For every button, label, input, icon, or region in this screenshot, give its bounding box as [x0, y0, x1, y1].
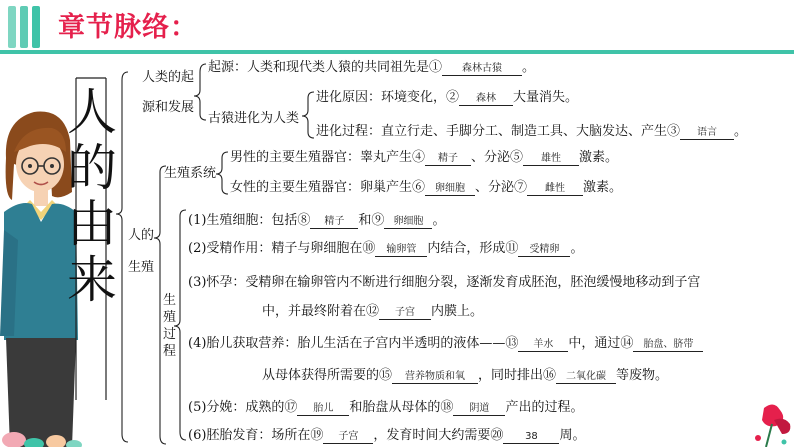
text: 。 [522, 60, 536, 75]
text: 起源：人类和现代类人猿的共同祖先是① [208, 60, 443, 75]
text-line-male [230, 150, 618, 166]
text: 男性的主要生殖器官：睾丸产生④ [230, 150, 426, 165]
flower-decoration-icon [744, 398, 794, 447]
process-char: 过 [163, 327, 177, 342]
answer-blank: 输卵管 [375, 243, 427, 257]
text: 、分泌⑤ [471, 150, 524, 165]
answer-blank: 胎儿 [297, 402, 349, 416]
text: 从母体获得所需要的⑮ [262, 368, 393, 383]
text: 激素。 [579, 150, 619, 165]
text: 中，并最终附着在⑫ [262, 304, 380, 319]
answer-blank: 受精卵 [518, 243, 570, 257]
process-char: 程 [163, 344, 177, 359]
answer-blank: 胎盘、脐带 [633, 338, 703, 352]
text: 中，通过⑭ [568, 336, 634, 351]
process-char: 殖 [163, 310, 177, 325]
answer-blank: 森林古猿 [442, 62, 522, 76]
text: 等废物。 [616, 368, 669, 383]
text: 和胎盘从母体的⑱ [349, 400, 454, 415]
text: (4)胎儿获取营养：胎儿生活在子宫内半透明的液体——⑬ [188, 336, 519, 351]
step-3-line2 [262, 304, 483, 320]
answer-blank: 38 [503, 430, 559, 444]
text: (6)胚胎发育：场所在⑲ [188, 428, 324, 443]
text: 内结合，形成⑪ [427, 241, 519, 256]
answer-blank: 二氧化碳 [556, 370, 616, 384]
step-3: (3)怀孕：受精卵在输卵管内不断进行细胞分裂，逐渐发育成胚泡，胚泡缓慢地移动到子宫 [188, 275, 701, 290]
system-label: 生殖系统 [164, 166, 217, 181]
text-line-qiyuan [208, 60, 535, 76]
step-4-line2 [262, 368, 668, 384]
text: 产出的过程。 [505, 400, 584, 415]
branch-reproduction-label: 人的 [128, 228, 155, 243]
text: (5)分娩：成熟的⑰ [188, 400, 298, 415]
step-6 [188, 428, 585, 444]
answer-blank: 卵细胞 [425, 182, 475, 196]
answer-blank: 森林 [459, 92, 513, 106]
chapter-char: 来 [67, 251, 117, 309]
answer-blank: 精子 [425, 152, 471, 166]
answer-blank: 雄性 [523, 152, 579, 166]
chapter-char: 由 [67, 195, 117, 253]
answer-blank: 子宫 [323, 430, 373, 444]
step-1 [188, 213, 445, 229]
chapter-char: 人 [67, 83, 117, 141]
text: 进化原因：环境变化，② [316, 90, 460, 105]
answer-blank: 卵细胞 [384, 215, 432, 229]
answer-blank: 雌性 [527, 182, 583, 196]
answer-blank: 羊水 [518, 338, 568, 352]
answer-blank: 阴道 [453, 402, 505, 416]
branch-origin-label: 源和发展 [142, 100, 195, 115]
answer-blank: 精子 [310, 215, 358, 229]
text: 激素。 [583, 180, 623, 195]
branch-reproduction-label: 生殖 [128, 260, 155, 275]
branch-origin-label: 人类的起 [142, 70, 195, 85]
text: 内膜上。 [431, 304, 484, 319]
text: 周。 [559, 428, 586, 443]
text: 进化过程：直立行走、手脚分工、制造工具、大脑发达、产生③ [316, 124, 681, 139]
text: 。 [570, 241, 584, 256]
text: ，发育时间大约需要⑳ [373, 428, 504, 443]
answer-blank: 语言 [680, 126, 734, 140]
text: 大量消失。 [513, 90, 579, 105]
process-label [163, 292, 179, 360]
step-5 [188, 400, 583, 416]
text-line-process [316, 124, 747, 140]
answer-blank: 子宫 [379, 306, 431, 320]
text: 和⑨ [358, 213, 385, 228]
chapter-char: 的 [67, 139, 117, 197]
page-title: 章节脉络： [58, 12, 198, 43]
text-line-cause [316, 90, 578, 106]
text: 。 [734, 124, 748, 139]
text: 女性的主要生殖器官：卵巢产生⑥ [230, 180, 426, 195]
flower-decoration-icon [0, 420, 90, 447]
step-4 [188, 336, 703, 352]
answer-blank: 营养物质和氧 [392, 370, 478, 384]
text: 、分泌⑦ [475, 180, 528, 195]
text: ，同时排出⑯ [478, 368, 557, 383]
text: 。 [432, 213, 446, 228]
text: (2)受精作用：精子与卵细胞在⑩ [188, 241, 376, 256]
evolution-label: 古猿进化为人类 [208, 111, 300, 126]
text: (1)生殖细胞：包括⑧ [188, 213, 311, 228]
text-line-female [230, 180, 622, 196]
step-2 [188, 241, 583, 257]
process-char: 生 [163, 293, 177, 308]
